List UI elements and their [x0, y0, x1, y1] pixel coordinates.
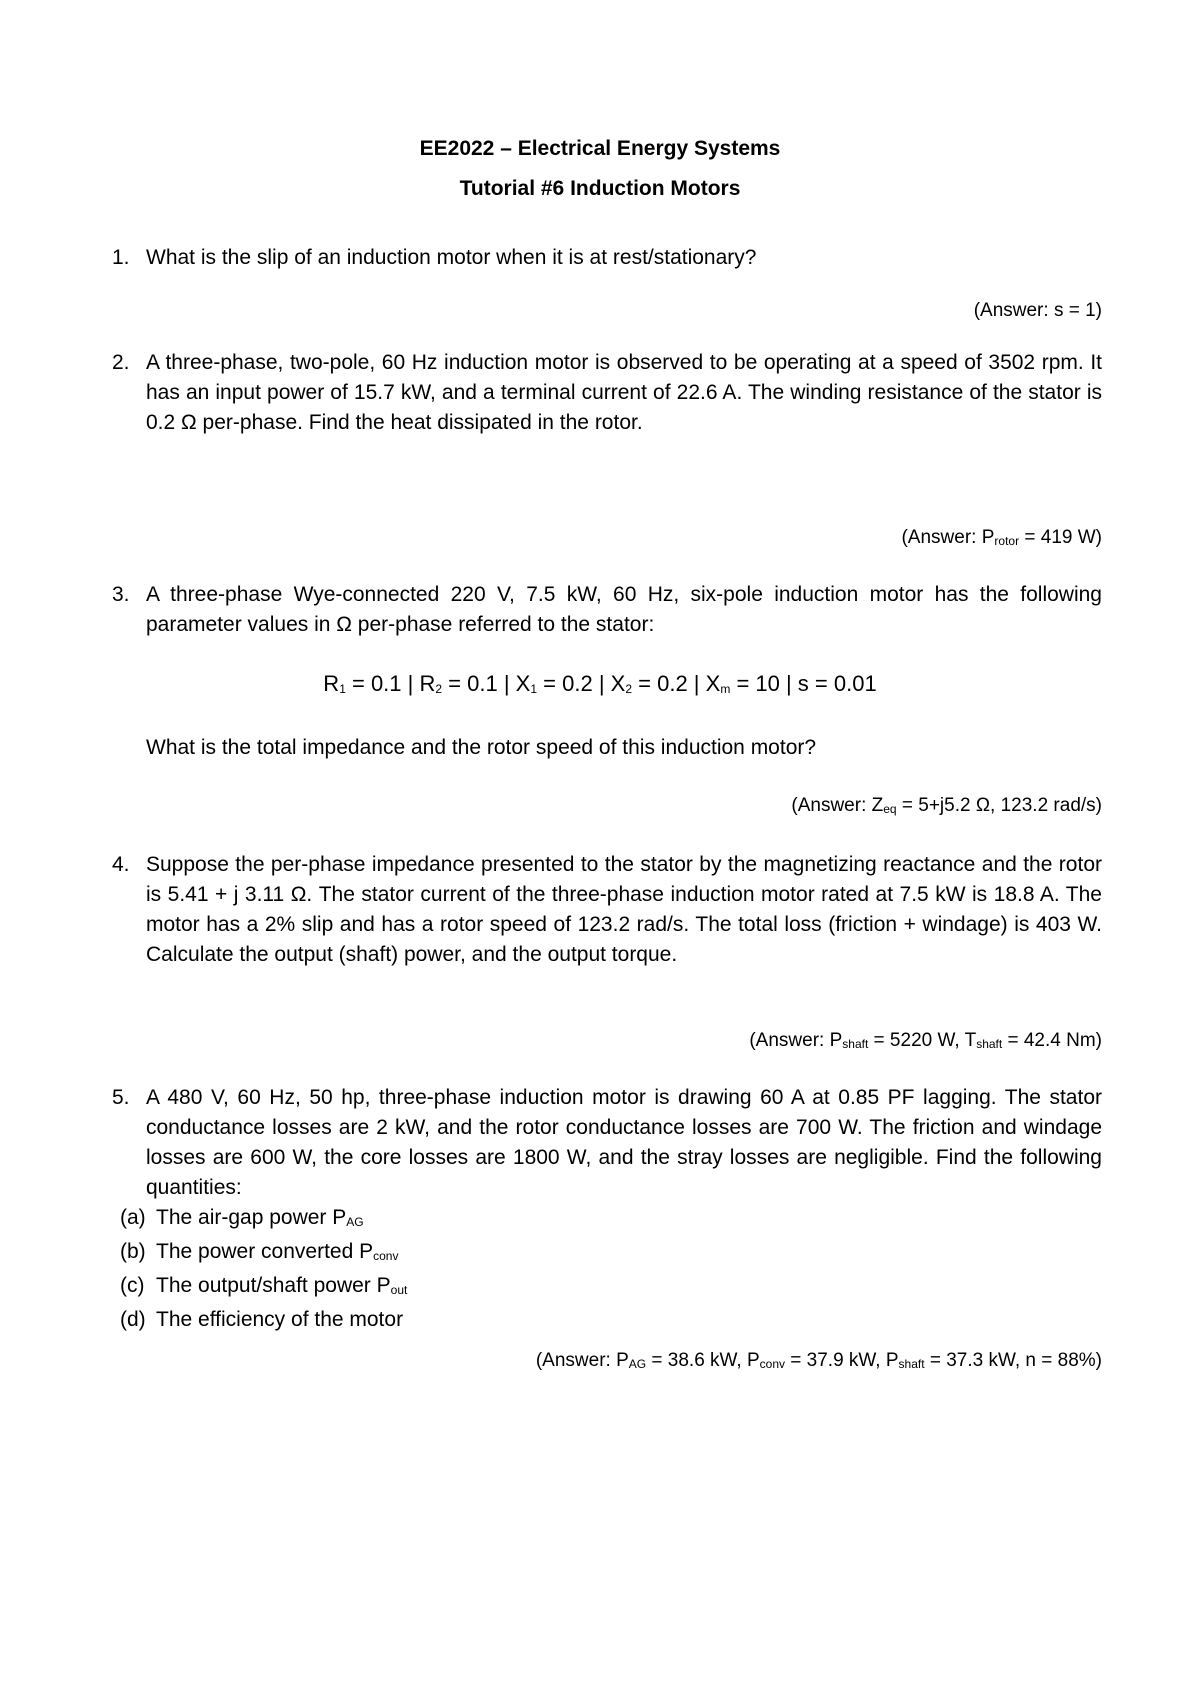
sub-question-text: The power converted P [156, 1240, 374, 1263]
answer-text: = 42.4 Nm) [1002, 1030, 1102, 1051]
answer-text: (Answer: Z [791, 795, 884, 816]
question-5 [112, 1083, 1102, 1335]
param-subscript: m [720, 682, 731, 696]
answer-text: = 37.3 kW, n = 88%) [924, 1350, 1102, 1371]
question-number: 3. [112, 583, 130, 606]
question-2 [112, 348, 1102, 438]
answer-subscript: AG [628, 1357, 647, 1371]
sub-question-text: The efficiency of the motor [156, 1308, 404, 1331]
answer-text: = 419 W) [1019, 527, 1102, 548]
question-3-followup [112, 733, 1102, 763]
param-value: = 0.2 | [632, 671, 706, 696]
answer-subscript: rotor [994, 534, 1020, 548]
sub-question-list [112, 1203, 1102, 1335]
param-value: = 0.1 | [442, 671, 516, 696]
sub-question-label: (c) [120, 1274, 145, 1297]
question-text: What is the slip of an induction motor when it is at rest/stationary? [146, 246, 757, 269]
question-number: 1. [112, 246, 130, 269]
question-number: 2. [112, 351, 130, 374]
answer-subscript: eq [883, 802, 897, 816]
answer-3 [791, 795, 1102, 817]
answer-subscript: shaft [976, 1037, 1003, 1051]
sub-question-d [120, 1305, 1102, 1335]
answer-subscript: conv [759, 1357, 786, 1371]
param-symbol: X [610, 671, 626, 696]
question-number: 5. [112, 1086, 130, 1109]
answer-2 [901, 527, 1102, 549]
question-text: A three-phase, two-pole, 60 Hz induction motor is observed to be operating at a speed of 3502 rpm. It has an input power of 15.7 kW, and a terminal current of 22.6 A. The winding resistance of the stator is 0.2 Ω per-phase. Find the heat dissipated in the rotor. [146, 351, 1102, 434]
sub-question-text: The air-gap power P [156, 1206, 347, 1229]
answer-subscript: shaft [842, 1037, 869, 1051]
sub-question-subscript: out [390, 1283, 408, 1297]
sub-question-subscript: conv [373, 1249, 399, 1263]
param-symbol: X [705, 671, 721, 696]
parameter-values [0, 671, 1200, 697]
answer-text: (Answer: P [901, 527, 995, 548]
param-value: = 10 | s = 0.01 [730, 671, 877, 696]
answer-5 [536, 1350, 1102, 1372]
param-subscript: 2 [625, 682, 633, 696]
question-text: A three-phase Wye-connected 220 V, 7.5 kW, 60 Hz, six-pole induction motor has the following parameter values in Ω per-phase referred to the stator: [146, 583, 1102, 636]
param-value: = 0.2 | [537, 671, 611, 696]
answer-text: (Answer: P [535, 1350, 629, 1371]
param-subscript: 1 [339, 682, 346, 696]
question-number: 4. [112, 853, 130, 876]
param-symbol: X [515, 671, 531, 696]
answer-text: = 37.9 kW, P [785, 1350, 899, 1371]
question-text: What is the total impedance and the rotor speed of this induction motor? [146, 736, 817, 759]
sub-question-label: (d) [120, 1308, 146, 1331]
param-symbol: R [419, 671, 436, 696]
course-title: EE2022 – Electrical Energy Systems [419, 137, 781, 160]
param-symbol: R [323, 671, 340, 696]
param-subscript: 2 [435, 682, 443, 696]
param-subscript: 1 [530, 682, 538, 696]
sub-question-subscript: AG [346, 1215, 364, 1229]
question-text: A 480 V, 60 Hz, 50 hp, three-phase induction motor is drawing 60 A at 0.85 PF lagging. The stator conductance losses are 2 kW, and the rotor conductance losses are 700 W. The friction and windage losses are 600 W, the core losses are 1800 W, and the stray losses are negligible. Find the following quantities: [146, 1086, 1102, 1199]
sub-question-label: (a) [120, 1206, 146, 1229]
question-text: Suppose the per-phase impedance presented to the stator by the magnetizing reactance and the rotor is 5.41 + j 3.11 Ω. The stator current of the three-phase induction motor rated at 7.5 kW is 18.8 A. The motor has a 2% slip and has a rotor speed of 123.2 rad/s. The total loss (friction + windage) is 403 W. Calculate the output (shaft) power, and the output torque. [146, 853, 1102, 966]
tutorial-title: Tutorial #6 Induction Motors [459, 177, 741, 200]
question-1 [112, 243, 1102, 273]
sub-question-label: (b) [120, 1240, 146, 1263]
param-value: = 0.1 | [345, 671, 420, 696]
answer-text: = 5220 W, T [868, 1030, 977, 1051]
answer-subscript: shaft [898, 1357, 925, 1371]
question-4 [112, 850, 1102, 970]
answer-text: = 38.6 kW, P [646, 1350, 760, 1371]
answer-text: = 5+j5.2 Ω, 123.2 rad/s) [896, 795, 1102, 816]
question-3 [112, 580, 1102, 640]
answer-4 [749, 1030, 1102, 1052]
sub-question-c [120, 1271, 1102, 1305]
answer-1: (Answer: s = 1) [973, 300, 1102, 321]
sub-question-text: The output/shaft power P [156, 1274, 391, 1297]
answer-text: (Answer: P [749, 1030, 843, 1051]
sub-question-a [120, 1203, 1102, 1237]
sub-question-b [120, 1237, 1102, 1271]
